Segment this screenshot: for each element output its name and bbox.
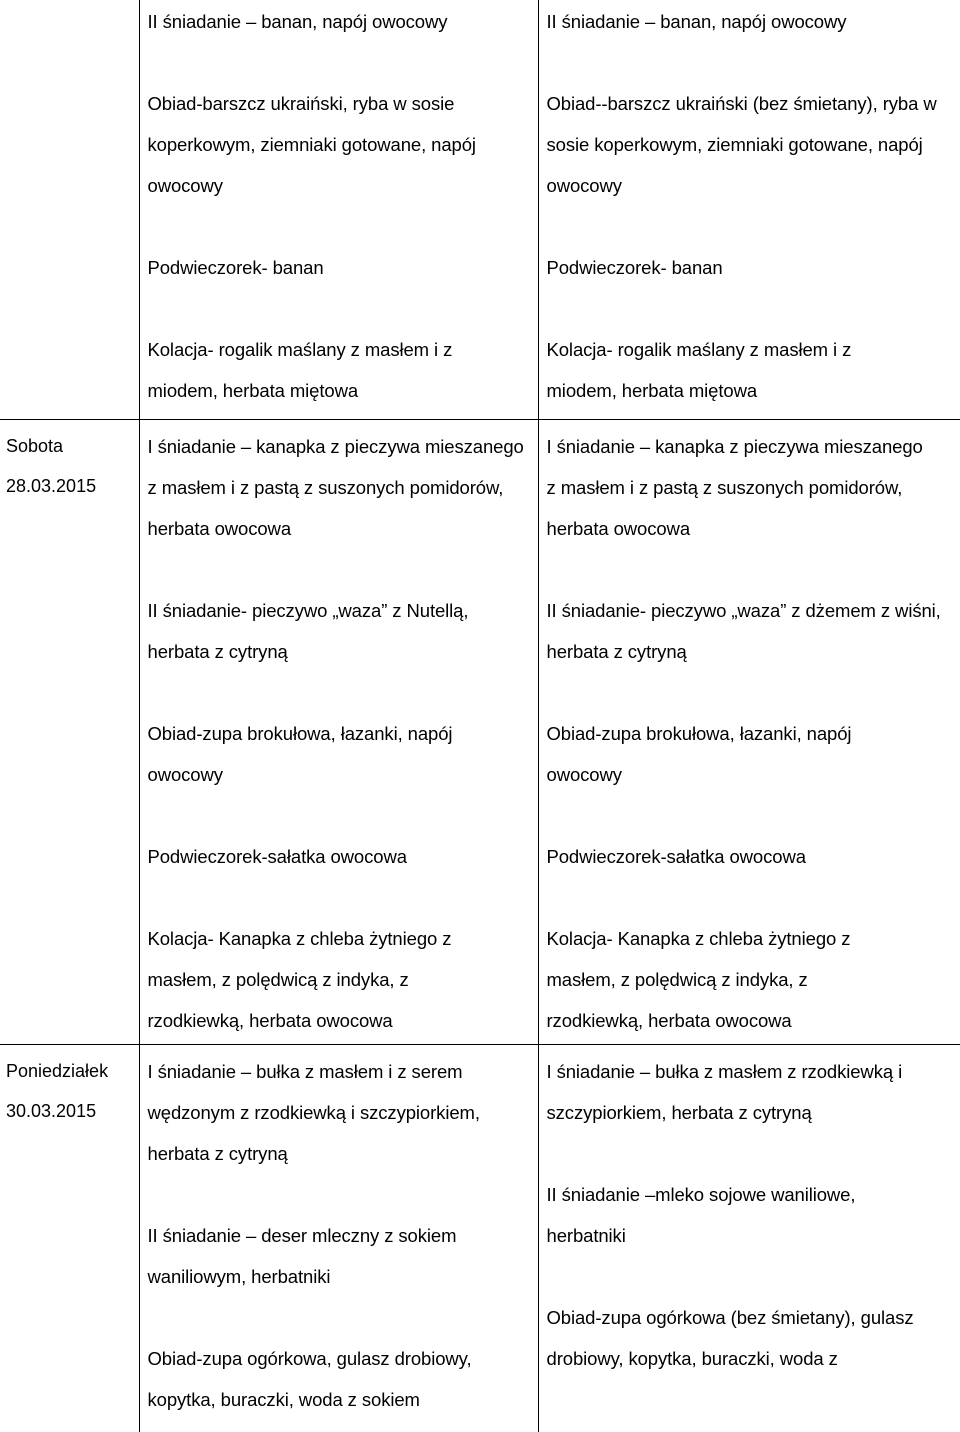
day-date: 28.03.2015 bbox=[6, 475, 97, 496]
meal-entry: Podwieczorek- banan bbox=[546, 257, 723, 278]
standard-diet-cell bbox=[139, 1044, 538, 1432]
meal-entry: II śniadanie –mleko sojowe waniliowe, herbatniki bbox=[546, 1183, 856, 1246]
standard-diet-cell bbox=[139, 419, 538, 1044]
menu-row bbox=[0, 419, 960, 1044]
meal-entry: I śniadanie – kanapka z pieczywa mieszanego z masłem i z pastą z suszonych pomidorów, herbata owocowa bbox=[147, 435, 524, 539]
meal-entry: II śniadanie- pieczywo „waza” z dżemem z wiśni, herbata z cytryną bbox=[546, 599, 941, 662]
meal-entry: II śniadanie – banan, napój owocowy bbox=[147, 11, 448, 32]
day-name: Sobota bbox=[6, 435, 64, 456]
day-cell bbox=[0, 1044, 139, 1432]
meal-entry: Kolacja- Kanapka z chleba żytniego z masłem, z polędwicą z indyka, z rzodkiewką, herbata owocowa bbox=[546, 927, 851, 1031]
day-cell bbox=[0, 0, 139, 419]
meal-entry: Kolacja- rogalik maślany z masłem i z miodem, herbata miętowa bbox=[147, 339, 453, 401]
special-diet-cell bbox=[538, 419, 960, 1044]
menu-row bbox=[0, 0, 960, 419]
meal-entry: Podwieczorek- banan bbox=[147, 257, 324, 278]
meal-entry: Obiad-zupa brokułowa, łazanki, napój owocowy bbox=[147, 722, 453, 785]
day-date: 30.03.2015 bbox=[6, 1100, 97, 1121]
day-cell bbox=[0, 419, 139, 1044]
meal-entry: Obiad-barszcz ukraiński, ryba w sosie koperkowym, ziemniaki gotowane, napój owocowy bbox=[147, 93, 476, 196]
meal-entry: I śniadanie – kanapka z pieczywa mieszanego z masłem i z pastą z suszonych pomidorów, herbata owocowa bbox=[546, 435, 923, 539]
meal-entry: II śniadanie- pieczywo „waza” z Nutellą, herbata z cytryną bbox=[147, 599, 469, 662]
meal-entry: II śniadanie – banan, napój owocowy bbox=[546, 11, 847, 32]
meal-entry: Podwieczorek-sałatka owocowa bbox=[546, 845, 806, 867]
special-diet-cell bbox=[538, 1044, 960, 1432]
meal-entry: Podwieczorek-sałatka owocowa bbox=[147, 845, 407, 867]
meal-entry: Obiad--barszcz ukraiński (bez śmietany), ryba w sosie koperkowym, ziemniaki gotowane, napój owocowy bbox=[546, 93, 937, 196]
special-diet-cell bbox=[538, 0, 960, 419]
meal-entry: II śniadanie – deser mleczny z sokiem waniliowym, herbatniki bbox=[147, 1224, 457, 1287]
meal-entry: Kolacja- rogalik maślany z masłem i z miodem, herbata miętowa bbox=[546, 339, 852, 401]
day-name: Poniedziałek bbox=[6, 1060, 109, 1081]
meal-entry: I śniadanie – bułka z masłem z rzodkiewką i szczypiorkiem, herbata z cytryną bbox=[546, 1060, 903, 1123]
standard-diet-cell bbox=[139, 0, 538, 419]
menu-row bbox=[0, 1044, 960, 1432]
meal-entry: Kolacja- Kanapka z chleba żytniego z masłem, z polędwicą z indyka, z rzodkiewką, herbata owocowa bbox=[147, 927, 452, 1031]
meal-entry: Obiad-zupa ogórkowa, gulasz drobiowy, kopytka, buraczki, woda z sokiem bbox=[147, 1347, 472, 1410]
meal-entry: Obiad-zupa brokułowa, łazanki, napój owocowy bbox=[546, 722, 852, 785]
meal-entry: Obiad-zupa ogórkowa (bez śmietany), gulasz drobiowy, kopytka, buraczki, woda z bbox=[546, 1306, 914, 1369]
meal-entry: I śniadanie – bułka z masłem i z serem wędzonym z rzodkiewką i szczypiorkiem, herbata z cytryną bbox=[147, 1060, 480, 1164]
